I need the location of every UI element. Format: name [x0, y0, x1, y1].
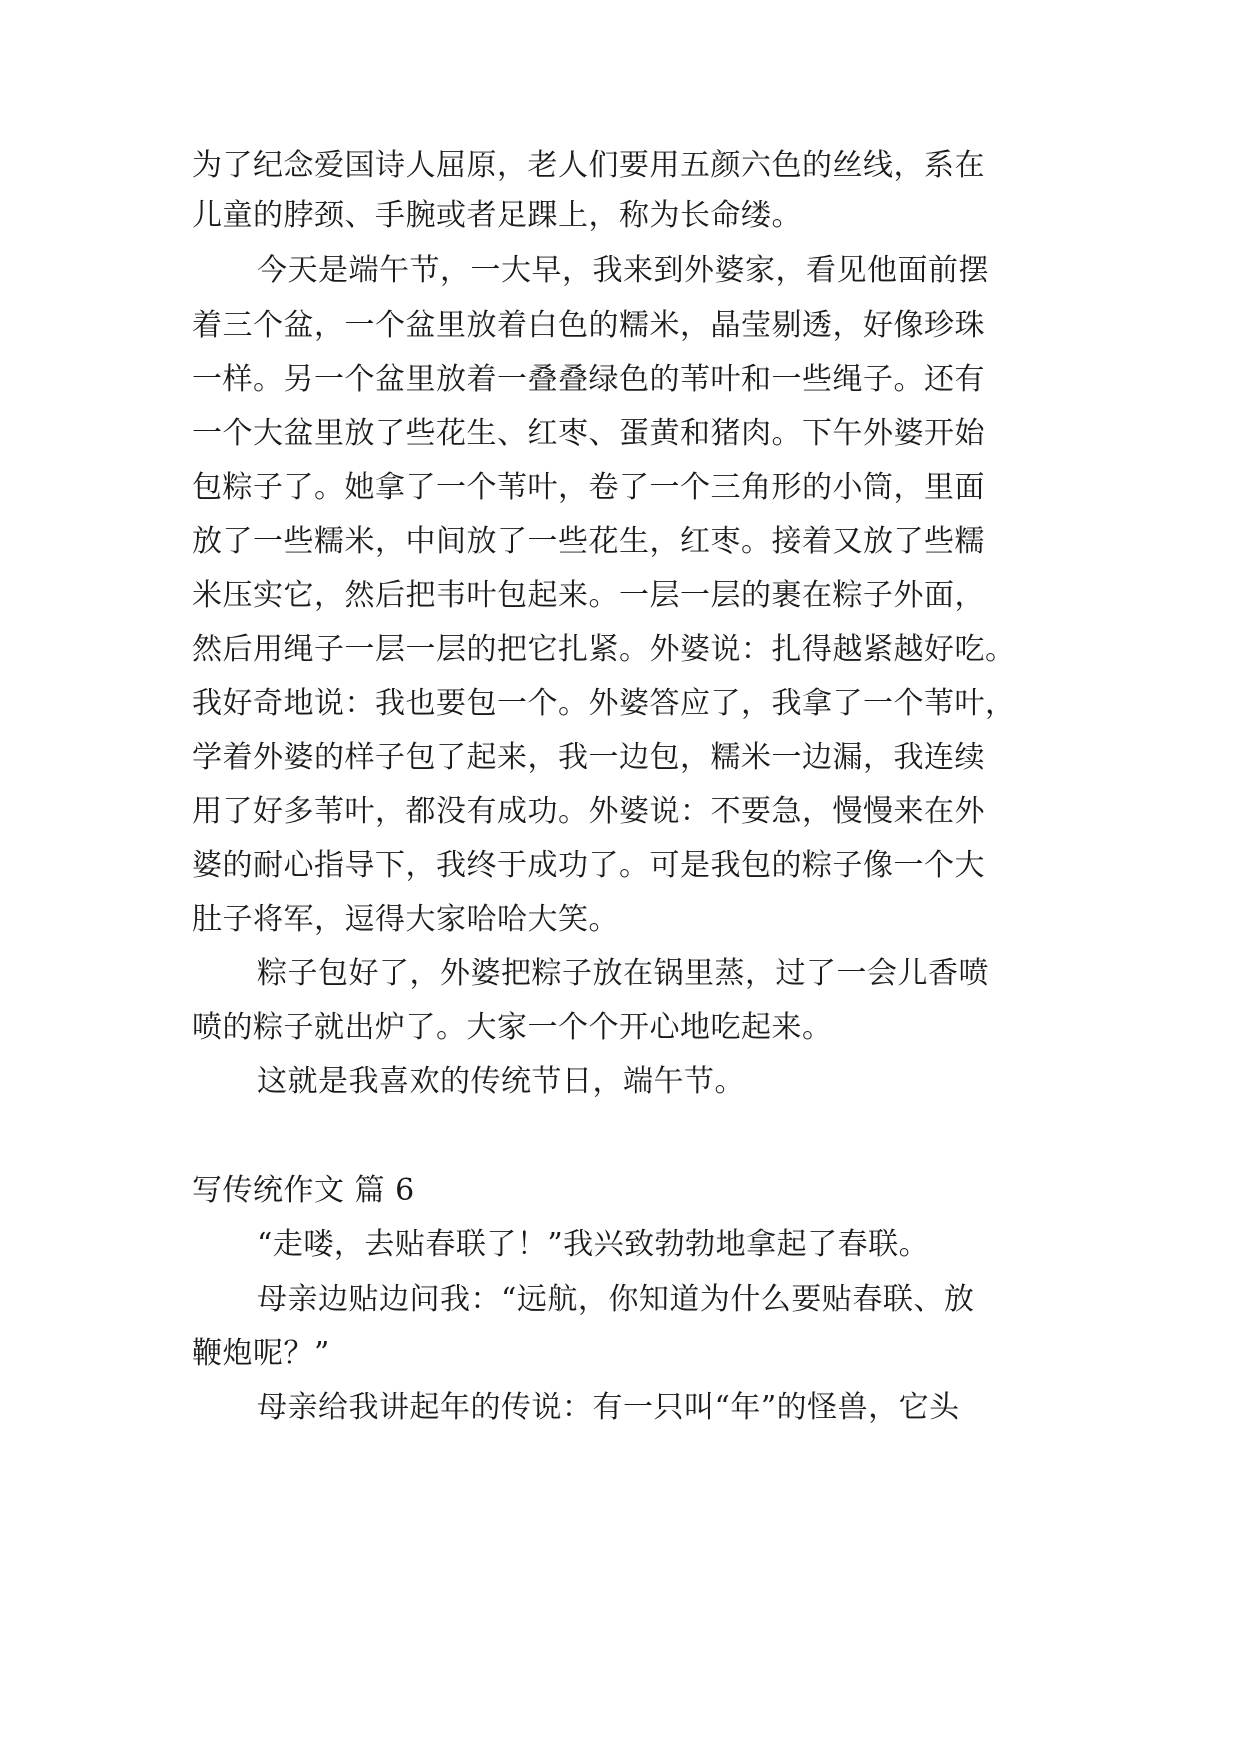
text-line: 用了好多苇叶，都没有成功。外婆说：不要急，慢慢来在外: [192, 794, 985, 829]
text-line: 我好奇地说：我也要包一个。外婆答应了，我拿了一个苇叶，: [192, 686, 1016, 721]
text-line: 米压实它，然后把韦叶包起来。一层一层的裹在粽子外面，: [192, 578, 985, 613]
text-line: 婆的耐心指导下，我终于成功了。可是我包的粽子像一个大: [192, 848, 985, 883]
text-line: 着三个盆，一个盆里放着白色的糯米，晶莹剔透，好像珍珠: [192, 308, 985, 343]
text-line: 一样。另一个盆里放着一叠叠绿色的苇叶和一些绳子。还有: [192, 362, 985, 397]
text-line: 这就是我喜欢的传统节日，端午节。: [257, 1064, 745, 1099]
text-line: 肚子将军，逗得大家哈哈大笑。: [192, 902, 619, 937]
text-line: 放了一些糯米，中间放了一些花生，红枣。接着又放了些糯: [192, 524, 985, 559]
section-heading: 写传统作文 篇 6: [192, 1173, 415, 1208]
text-line: “走喽，去贴春联了！”我兴致勃勃地拿起了春联。: [257, 1227, 930, 1262]
text-line: 然后用绳子一层一层的把它扎紧。外婆说：扎得越紧越好吃。: [192, 632, 1016, 667]
text-line: 鞭炮呢？”: [192, 1336, 330, 1371]
text-line: 今天是端午节，一大早，我来到外婆家，看见他面前摆: [257, 253, 989, 288]
text-line: 儿童的脖颈、手腕或者足踝上，称为长命缕。: [192, 198, 802, 233]
text-line: 母亲给我讲起年的传说：有一只叫“年”的怪兽，它头: [257, 1390, 960, 1425]
text-line: 粽子包好了，外婆把粽子放在锅里蒸，过了一会儿香喷: [257, 956, 989, 991]
text-line: 学着外婆的样子包了起来，我一边包，糯米一边漏，我连续: [192, 740, 985, 775]
text-line: 包粽子了。她拿了一个苇叶，卷了一个三角形的小筒，里面: [192, 470, 985, 505]
text-line: 为了纪念爱国诗人屈原，老人们要用五颜六色的丝线，系在: [192, 148, 985, 183]
text-line: 母亲边贴边问我：“远航，你知道为什么要贴春联、放: [257, 1282, 975, 1317]
text-line: 喷的粽子就出炉了。大家一个个开心地吃起来。: [192, 1010, 833, 1045]
text-line: 一个大盆里放了些花生、红枣、蛋黄和猪肉。下午外婆开始: [192, 416, 985, 451]
